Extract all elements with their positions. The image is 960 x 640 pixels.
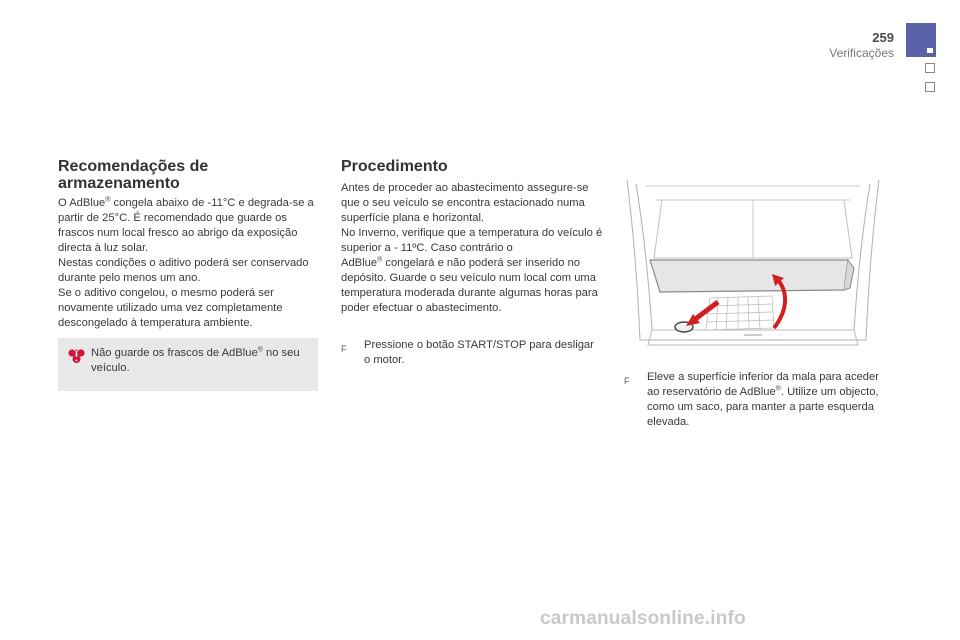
storage-paragraph-1: O AdBlue® congela abaixo de -11°C e degrada-se a partir de 25°C. É recomendado que guarde os frascos num local fresco ao abrigo da exposição directa à luz solar. [58,196,314,254]
left-column [58,158,238,192]
storage-paragraph-3: Se o aditivo congelou, o mesmo poderá ser novamente utilizado uma vez completamente descongelado à temperatura ambiente. [58,287,283,329]
warning-box [58,338,318,391]
page-square-2 [925,82,935,92]
procedure-text [341,181,603,316]
step-1-bullet: F [341,344,347,354]
procedure-paragraph-1: Antes de proceder ao abastecimento assegure-se que o seu veículo se encontra estacionado numa superfície plana e horizontal. [341,182,589,224]
procedure-paragraph-3: AdBlue® congelará e não poderá ser inserido no depósito. Guarde o seu veículo num local com uma temperatura moderada durante algumas horas para poder efectuar o abastecimento. [341,256,598,314]
step-2-text: Eleve a superfície inferior da mala para aceder ao reservatório de AdBlue®. Utilize um objecto, como um saco, para manter a parte esquerda elevada. [647,371,879,428]
warning-icon [68,347,85,365]
trunk-illustration [622,180,884,352]
storage-paragraph-2: Nestas condições o aditivo poderá ser conservado durante pelo menos um ano. [58,257,309,284]
warning-text: Não guarde os frascos de AdBlue® no seu veículo. [91,346,300,374]
tab-marker [927,48,933,53]
procedure-title-wrap [341,158,448,175]
section-title: Verificações [829,46,894,60]
procedure-heading: Procedimento [341,158,448,175]
procedure-paragraph-2: No Inverno, verifique que a temperatura do veículo é superior a - 11ºC. Caso contrário o [341,227,603,254]
step-1-text: Pressione o botão START/STOP para desligar o motor. [364,339,594,366]
page-number: 259 [872,30,894,45]
storage-text [58,196,320,331]
storage-heading: Recomendações de armazenamento [58,158,209,192]
watermark: carmanualsonline.info [540,608,746,629]
section-tab [906,23,936,57]
step-2-bullet: F [624,376,630,386]
page-square-1 [925,63,935,73]
